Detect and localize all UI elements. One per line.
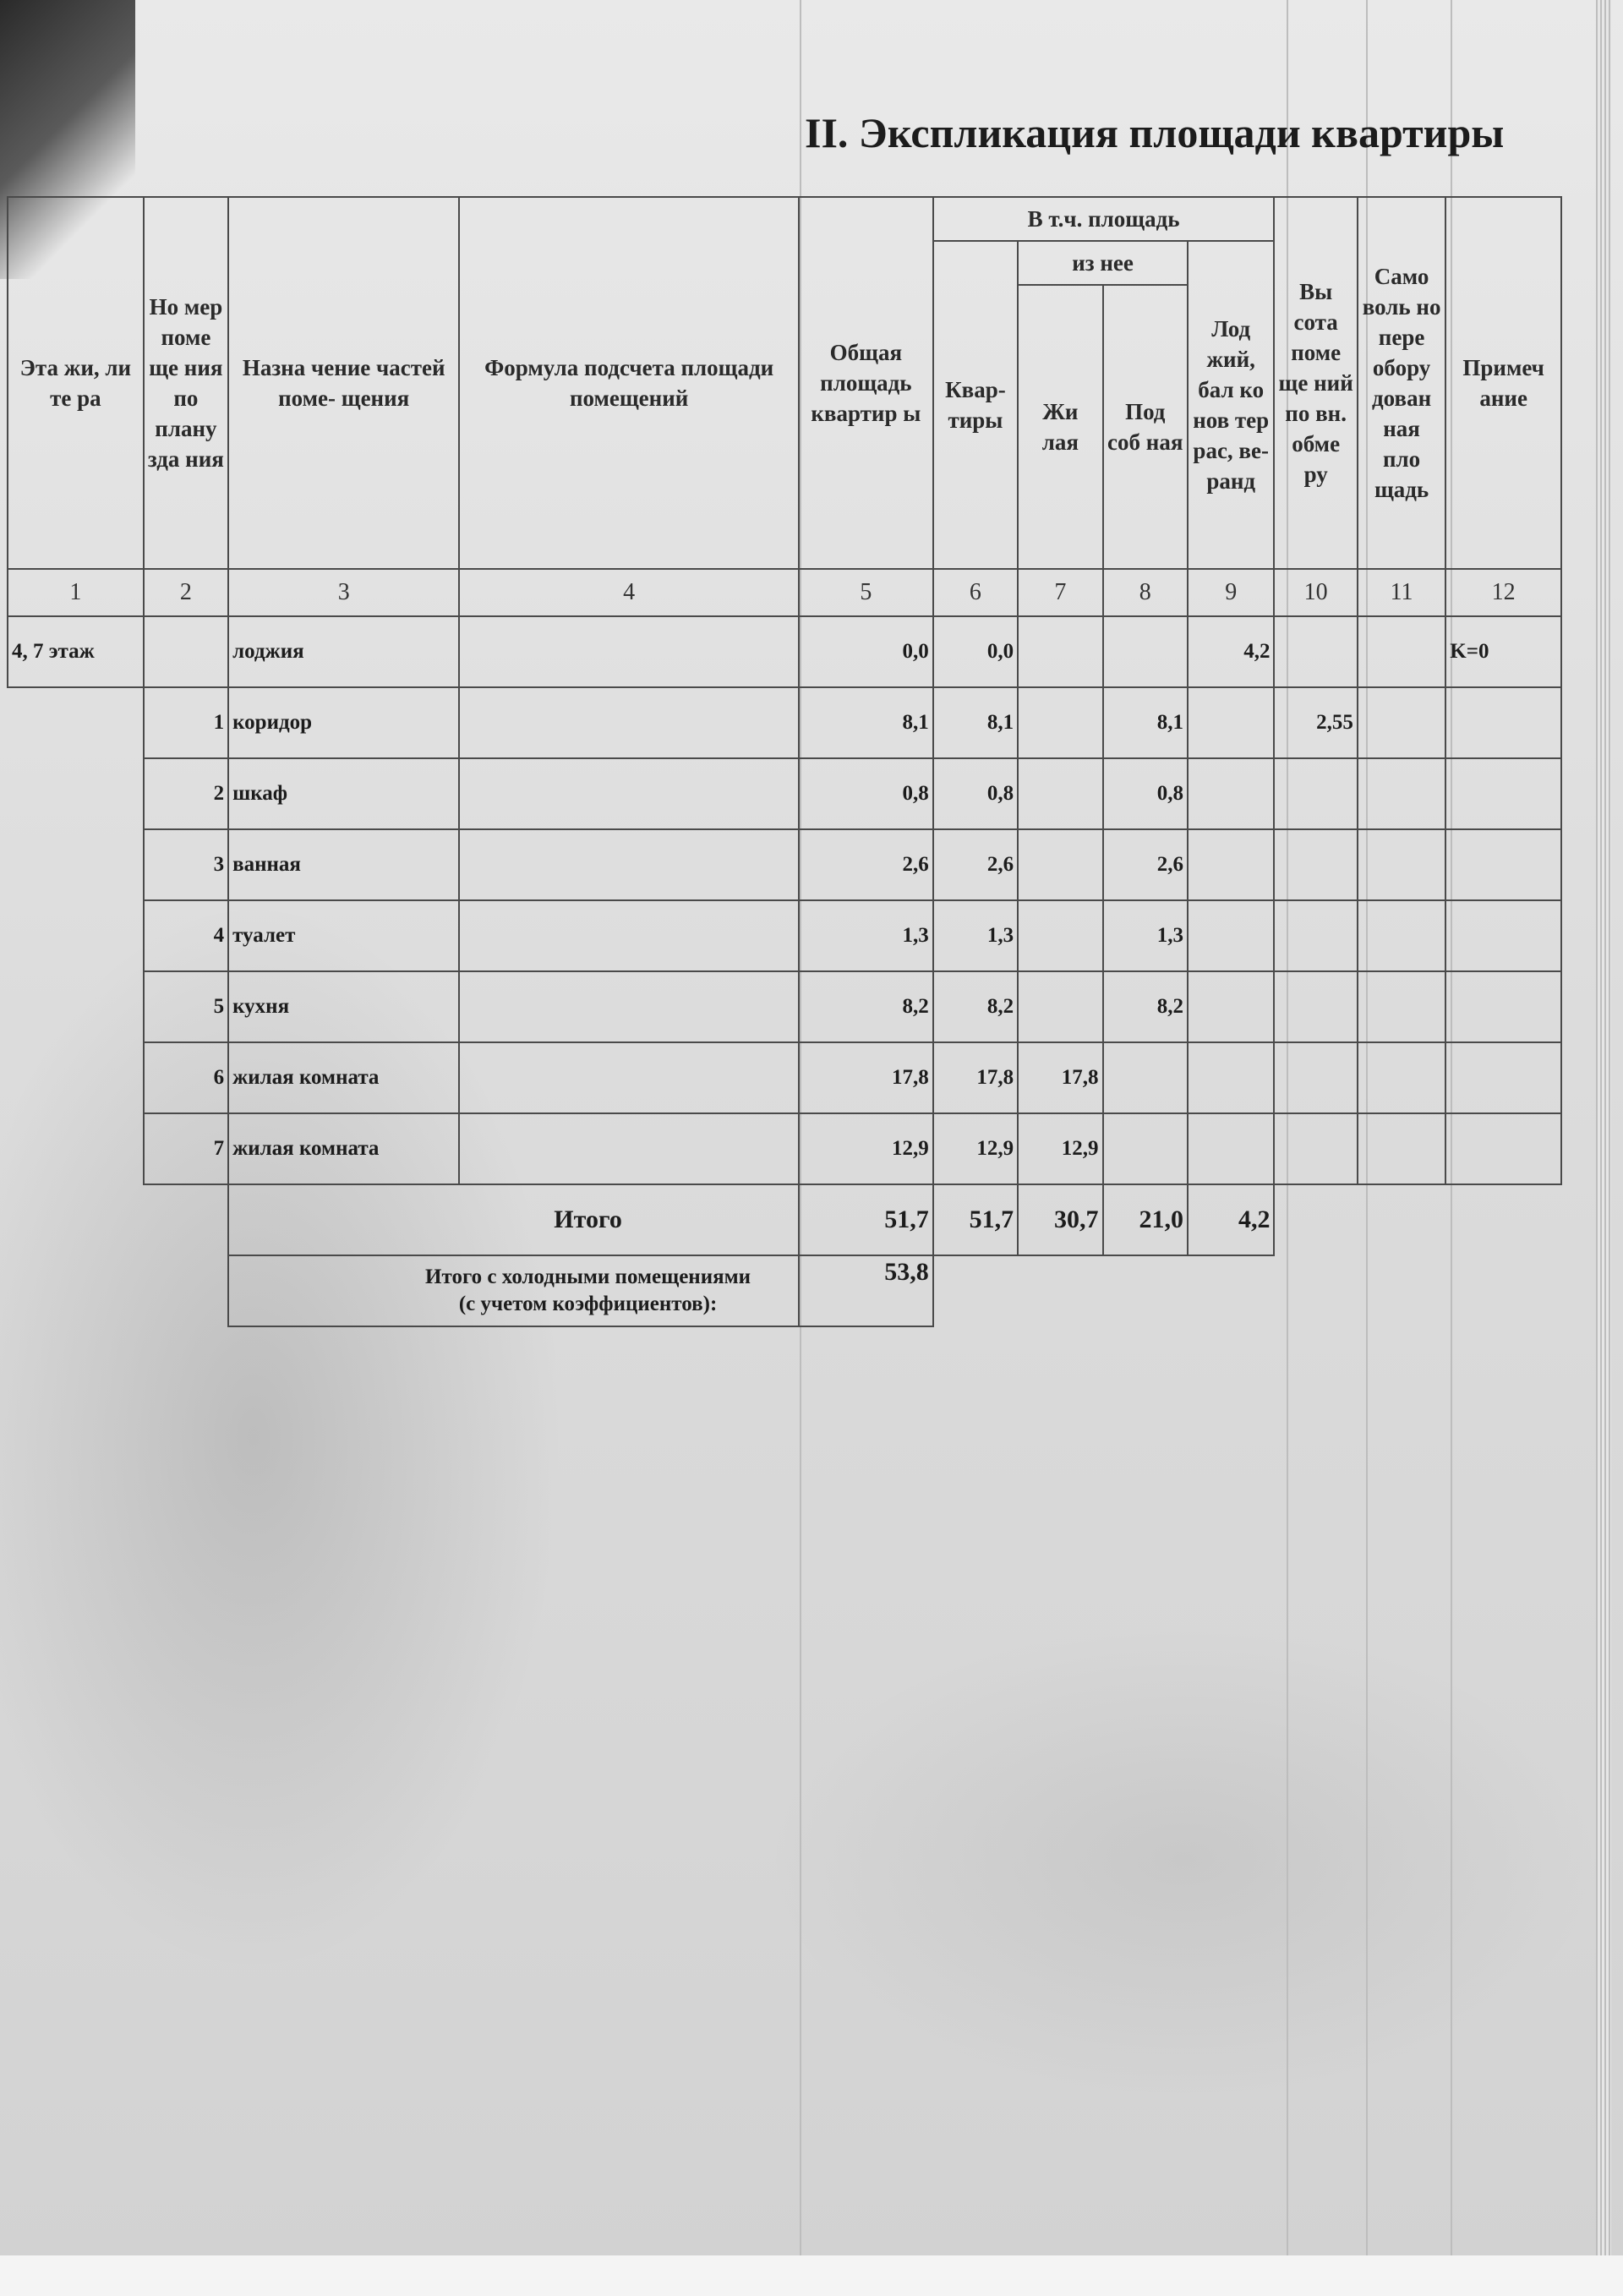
formula-cell: [459, 1113, 799, 1184]
formula-cell: [459, 1042, 799, 1113]
header-auxiliary: Под соб ная: [1103, 285, 1188, 569]
formula-cell: [459, 971, 799, 1042]
auxiliary-area-cell: 8,1: [1103, 687, 1188, 758]
auxiliary-area-cell: [1103, 616, 1188, 687]
note-cell: [1445, 829, 1561, 900]
header-floor: Эта жи, ли те ра: [8, 197, 144, 569]
height-cell: [1274, 900, 1357, 971]
apartment-area-sum: 51,7: [933, 1184, 1018, 1255]
total-cold-label: [228, 1255, 799, 1326]
note-cell: [1445, 758, 1561, 829]
note-cell: [1445, 971, 1561, 1042]
height-cell: [1274, 971, 1357, 1042]
room-number: 6: [144, 1042, 228, 1113]
unauthorized-area-cell: [1358, 971, 1445, 1042]
column-number: 11: [1358, 569, 1445, 616]
room-name: кухня: [228, 971, 459, 1042]
header-apartment-area: Квар- тиры: [933, 241, 1018, 569]
column-number: 1: [8, 569, 144, 616]
room-number: 7: [144, 1113, 228, 1184]
living-area-cell: 17,8: [1018, 1042, 1102, 1113]
formula-cell: [459, 900, 799, 971]
unauthorized-area-cell: [1358, 616, 1445, 687]
loggia-area-cell: [1188, 900, 1274, 971]
height-cell: [1274, 758, 1357, 829]
room-number: 5: [144, 971, 228, 1042]
header-formula: Формула подсчета площади помещений: [459, 197, 799, 569]
header-room-number: Но мер поме ще ния по плану зда ния: [144, 197, 228, 569]
column-number: 4: [459, 569, 799, 616]
header-height: Вы сота поме ще ний по вн. обме ру: [1274, 197, 1357, 569]
loggia-area-cell: [1188, 687, 1274, 758]
total-area-cell: 8,1: [799, 687, 933, 758]
total-cold-label-line2: (с учетом коэффициентов):: [458, 1293, 718, 1315]
apartment-area-cell: 0,0: [933, 616, 1018, 687]
room-name: жилая комната: [228, 1113, 459, 1184]
column-number: 5: [799, 569, 933, 616]
auxiliary-area-cell: 2,6: [1103, 829, 1188, 900]
total-area-cell: 8,2: [799, 971, 933, 1042]
floor-cell: [8, 829, 144, 900]
total-row: [8, 1184, 1561, 1255]
loggia-area-cell: [1188, 1042, 1274, 1113]
formula-cell: [459, 687, 799, 758]
column-number: 2: [144, 569, 228, 616]
room-name: коридор: [228, 687, 459, 758]
column-number: 6: [933, 569, 1018, 616]
apartment-area-cell: 1,3: [933, 900, 1018, 971]
column-number: 8: [1103, 569, 1188, 616]
living-area-sum: 30,7: [1018, 1184, 1102, 1255]
header-room-purpose: Назна чение частей поме- щения: [228, 197, 459, 569]
column-number: 10: [1274, 569, 1357, 616]
explication-table: [7, 196, 1562, 1327]
floor-cell: [8, 758, 144, 829]
total-label: Итого: [228, 1184, 799, 1255]
formula-cell: [459, 616, 799, 687]
note-cell: K=0: [1445, 616, 1561, 687]
table-row: [8, 687, 1561, 758]
scan-bottom-margin: [0, 2255, 1623, 2296]
column-number: 12: [1445, 569, 1561, 616]
auxiliary-area-cell: [1103, 1113, 1188, 1184]
room-name: туалет: [228, 900, 459, 971]
loggia-area-sum: 4,2: [1188, 1184, 1274, 1255]
living-area-cell: [1018, 616, 1102, 687]
apartment-area-cell: 8,2: [933, 971, 1018, 1042]
auxiliary-area-cell: 1,3: [1103, 900, 1188, 971]
header-living: Жи лая: [1018, 285, 1102, 569]
room-name: ванная: [228, 829, 459, 900]
living-area-cell: [1018, 971, 1102, 1042]
auxiliary-area-cell: 8,2: [1103, 971, 1188, 1042]
floor-cell: [8, 900, 144, 971]
table-row: [8, 616, 1561, 687]
note-cell: [1445, 900, 1561, 971]
page-title: II. Экспликация площади квартиры: [805, 109, 1505, 156]
total-area-cell: 2,6: [799, 829, 933, 900]
room-number: 2: [144, 758, 228, 829]
total-area-cell: 1,3: [799, 900, 933, 971]
height-cell: [1274, 1042, 1357, 1113]
total-area-cell: 0,0: [799, 616, 933, 687]
table-row: [8, 900, 1561, 971]
living-area-cell: [1018, 900, 1102, 971]
auxiliary-area-cell: [1103, 1042, 1188, 1113]
note-cell: [1445, 1042, 1561, 1113]
table-row: [8, 1113, 1561, 1184]
loggia-area-cell: [1188, 971, 1274, 1042]
column-number: 9: [1188, 569, 1274, 616]
living-area-cell: 12,9: [1018, 1113, 1102, 1184]
total-cold-value: 53,8: [799, 1255, 933, 1326]
note-cell: [1445, 687, 1561, 758]
loggia-area-cell: [1188, 758, 1274, 829]
apartment-area-cell: 17,8: [933, 1042, 1018, 1113]
auxiliary-area-sum: 21,0: [1103, 1184, 1188, 1255]
floor-cell: [8, 1113, 144, 1184]
total-area-sum: 51,7: [799, 1184, 933, 1255]
total-area-cell: 12,9: [799, 1113, 933, 1184]
loggia-area-cell: [1188, 829, 1274, 900]
height-cell: [1274, 829, 1357, 900]
header-area-group: В т.ч. площадь: [933, 197, 1275, 241]
floor-cell: 4, 7 этаж: [8, 616, 144, 687]
room-number: 1: [144, 687, 228, 758]
note-cell: [1445, 1113, 1561, 1184]
column-number: 3: [228, 569, 459, 616]
height-cell: [1274, 1113, 1357, 1184]
apartment-area-cell: 0,8: [933, 758, 1018, 829]
living-area-cell: [1018, 829, 1102, 900]
unauthorized-area-cell: [1358, 758, 1445, 829]
total-area-cell: 17,8: [799, 1042, 933, 1113]
scan-edge: [1596, 0, 1611, 2296]
room-number: 3: [144, 829, 228, 900]
total-cold-label-line1: Итого с холодными помещениями: [425, 1266, 751, 1288]
unauthorized-area-cell: [1358, 829, 1445, 900]
loggia-area-cell: [1188, 1113, 1274, 1184]
height-cell: [1274, 616, 1357, 687]
room-number: [144, 616, 228, 687]
living-area-cell: [1018, 758, 1102, 829]
column-number: 7: [1018, 569, 1102, 616]
table-row: [8, 829, 1561, 900]
unauthorized-area-cell: [1358, 900, 1445, 971]
apartment-area-cell: 8,1: [933, 687, 1018, 758]
header-of-it: из нее: [1018, 241, 1188, 285]
floor-cell: [8, 1042, 144, 1113]
apartment-area-cell: 2,6: [933, 829, 1018, 900]
unauthorized-area-cell: [1358, 1113, 1445, 1184]
loggia-area-cell: 4,2: [1188, 616, 1274, 687]
room-name: жилая комната: [228, 1042, 459, 1113]
apartment-area-cell: 12,9: [933, 1113, 1018, 1184]
table-row: [8, 1042, 1561, 1113]
room-name: шкаф: [228, 758, 459, 829]
height-cell: 2,55: [1274, 687, 1357, 758]
header-total-area: Общая площадь квартир ы: [799, 197, 933, 569]
room-name: лоджия: [228, 616, 459, 687]
table-row: [8, 758, 1561, 829]
room-number: 4: [144, 900, 228, 971]
auxiliary-area-cell: 0,8: [1103, 758, 1188, 829]
header-unauthorized-area: Само воль но пере обору дован ная пло щадь: [1358, 197, 1445, 569]
unauthorized-area-cell: [1358, 1042, 1445, 1113]
header-note: Примеч ание: [1445, 197, 1561, 569]
floor-cell: [8, 971, 144, 1042]
formula-cell: [459, 758, 799, 829]
formula-cell: [459, 829, 799, 900]
header-loggia: Лод жий, бал ко нов тер рас, ве- ранд: [1188, 241, 1274, 569]
living-area-cell: [1018, 687, 1102, 758]
table-row: [8, 971, 1561, 1042]
unauthorized-area-cell: [1358, 687, 1445, 758]
floor-cell: [8, 687, 144, 758]
total-cold-row: [8, 1255, 1561, 1326]
total-area-cell: 0,8: [799, 758, 933, 829]
